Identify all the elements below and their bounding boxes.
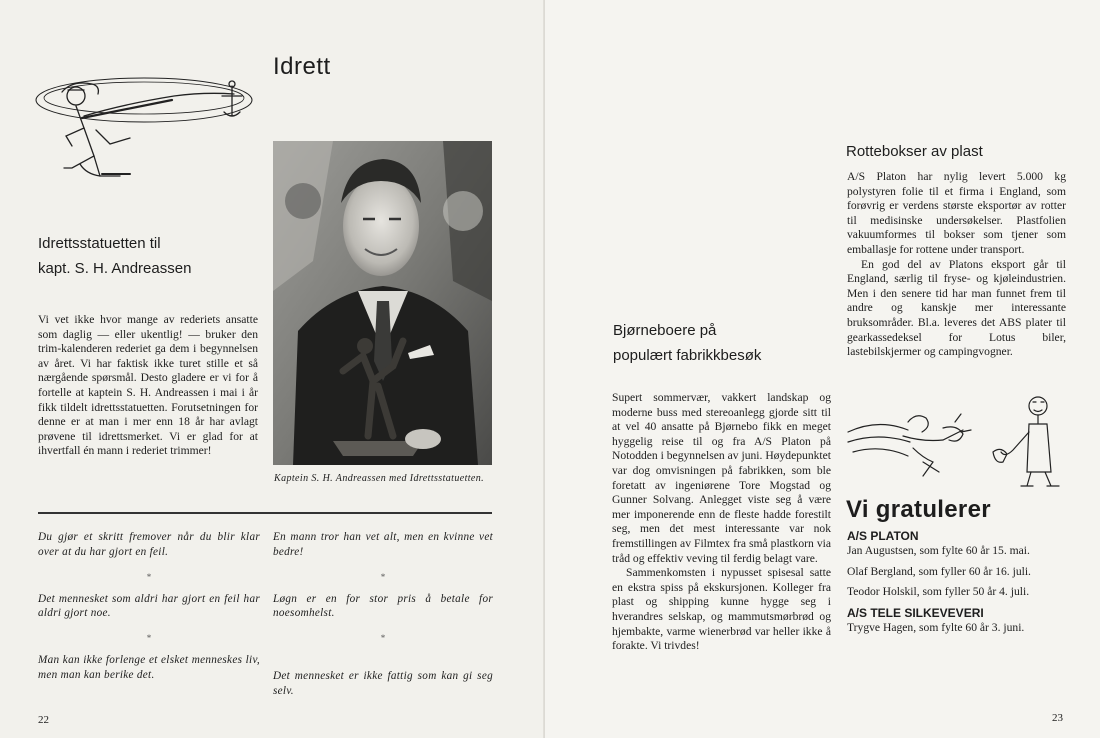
org-label-platon: A/S PLATON	[847, 529, 919, 543]
quotes-left-column	[38, 530, 260, 683]
congrats-item: Jan Augustsen, som fylte 60 år 15. mai.	[847, 544, 1030, 557]
page-number-right: 23	[1052, 712, 1063, 724]
photo-caption: Kaptein S. H. Andreassen med Idrettsstatuetten.	[274, 473, 485, 484]
page-number-left: 22	[38, 714, 49, 726]
quote-separator: *	[146, 571, 152, 582]
right-page	[545, 0, 1100, 738]
quote: Det mennesket er ikke fattig som kan gi seg selv.	[273, 670, 493, 697]
quote: Det mennesket som aldri har gjort en feil har aldri gjort noe.	[38, 592, 260, 620]
quote-separator: *	[380, 633, 386, 644]
quote: Man kan ikke forlenge et elsket menneskes liv, men man kan berike det.	[38, 654, 260, 681]
quote-separator: *	[380, 571, 386, 582]
visit-headline-line1: Bjørneboere på	[613, 322, 717, 339]
congrats-title: Vi gratulerer	[846, 496, 991, 523]
quote: En mann tror han vet alt, men en kvinne vet bedre!	[273, 531, 493, 558]
quote: Løgn er en for stor pris å betale for noesomhelst.	[273, 592, 493, 620]
quote: Du gjør et skritt fremover når du blir klar over at du har gjort en feil.	[38, 531, 260, 558]
article-headline	[38, 231, 238, 281]
visit-paragraph: Supert sommervær, vakkert landskap og moderne buss med stereoanlegg gjorde sitt til at vel 40 ansatte på Bjørnebo fikk en meget hyggelig reise til og fra A/S Platon på Notodden i begynnelsen av juni. Høydepunktet var dog omvisningen på fabrikken, som ble foretatt av ingeniørene Tore Mogstad og Gunner Solvang. Anlegget viste seg å være mer imponerende enn de fleste hadde forestilt seg, men det mest interessante var nok fremstillingen av Filmtex fra små plastkorn via tråd og effektiv veving til ferdig belagt vare.	[612, 391, 831, 565]
congrats-item: Olaf Bergland, som fyller 60 år 16. juli.	[847, 564, 1031, 578]
captain-photo	[273, 141, 492, 465]
rat-article-body	[847, 170, 1066, 360]
horizontal-divider	[38, 512, 492, 514]
left-page	[0, 0, 545, 738]
article-body-text: Vi vet ikke hvor mange av rederiets ansatte som daglig — eller ukentlig! — bruker den trim-kalenderen rederiet ga dem i begynnelsen av året. Vi har faktisk ikke turet stille et så nærgående spørsmål. Desto gladere er vi for å fortelle at kaptein S. H. Andreassen i mai i år fikk tildelt idrettsstatuetten. Forutsetningen for denne er at man i mer enn 18 år har avlagt prøvene til idrettsmerket. Vi er glad for at ihvertfall én mann i rederiet trimmer!	[38, 313, 258, 458]
visit-article-body	[612, 391, 831, 654]
article-headline-line1: Idrettsstatuetten til	[38, 235, 161, 252]
sailor-cartoon-illustration	[32, 60, 257, 185]
congrats-list	[847, 529, 1066, 641]
congrats-item: Teodor Holskil, som fyller 50 år 4. juli.	[847, 585, 1030, 599]
visit-headline-line2: populært fabrikkbesøk	[613, 347, 762, 364]
congrats-item: Trygve Hagen, som fylte 60 år 3. juni.	[847, 620, 1025, 634]
rat-headline: Rottebokser av plast	[846, 143, 983, 160]
rat-paragraph: En god del av Platons eksport går til England, særlig til fryse- og kjøleindustrien. Men i den senere tid har man funnet frem til andre og kanskje mer interessante bruksområder. Bl.a. leveres det ABS plater til gearkassedeksel for Lotus biler, lastebilskjermer og campingvogner.	[847, 257, 1066, 359]
visit-headline	[613, 318, 833, 368]
visit-paragraph: Sammenkomsten i nypusset spisesal satte en ekstra spiss på ekskursjonen. Kolleger fra plast og shipping kunne hygge seg i hverandres selskap, og mammutsmørbrød og hjembakte, varme wienerbrød var heller ikke å forakte. Vi trivdes!	[612, 566, 831, 653]
section-title: Idrett	[273, 53, 331, 80]
quote-separator: *	[146, 633, 152, 644]
rat-paragraph: A/S Platon har nylig levert 5.000 kg polystyren folie til et firma i England, som forøvrig er verdens største eksportør av rotter til medisinske undersøkelser. Plastfolien vakuumformes til bokser som tjener som emballasje for rottene under transport.	[847, 170, 1066, 256]
congratulations-cartoon-illustration	[843, 392, 1068, 492]
article-body	[38, 313, 258, 459]
article-headline-line2: kapt. S. H. Andreassen	[38, 260, 192, 277]
quotes-right-column	[273, 530, 493, 699]
org-label-tele: A/S TELE SILKEVEVERI	[847, 605, 984, 620]
